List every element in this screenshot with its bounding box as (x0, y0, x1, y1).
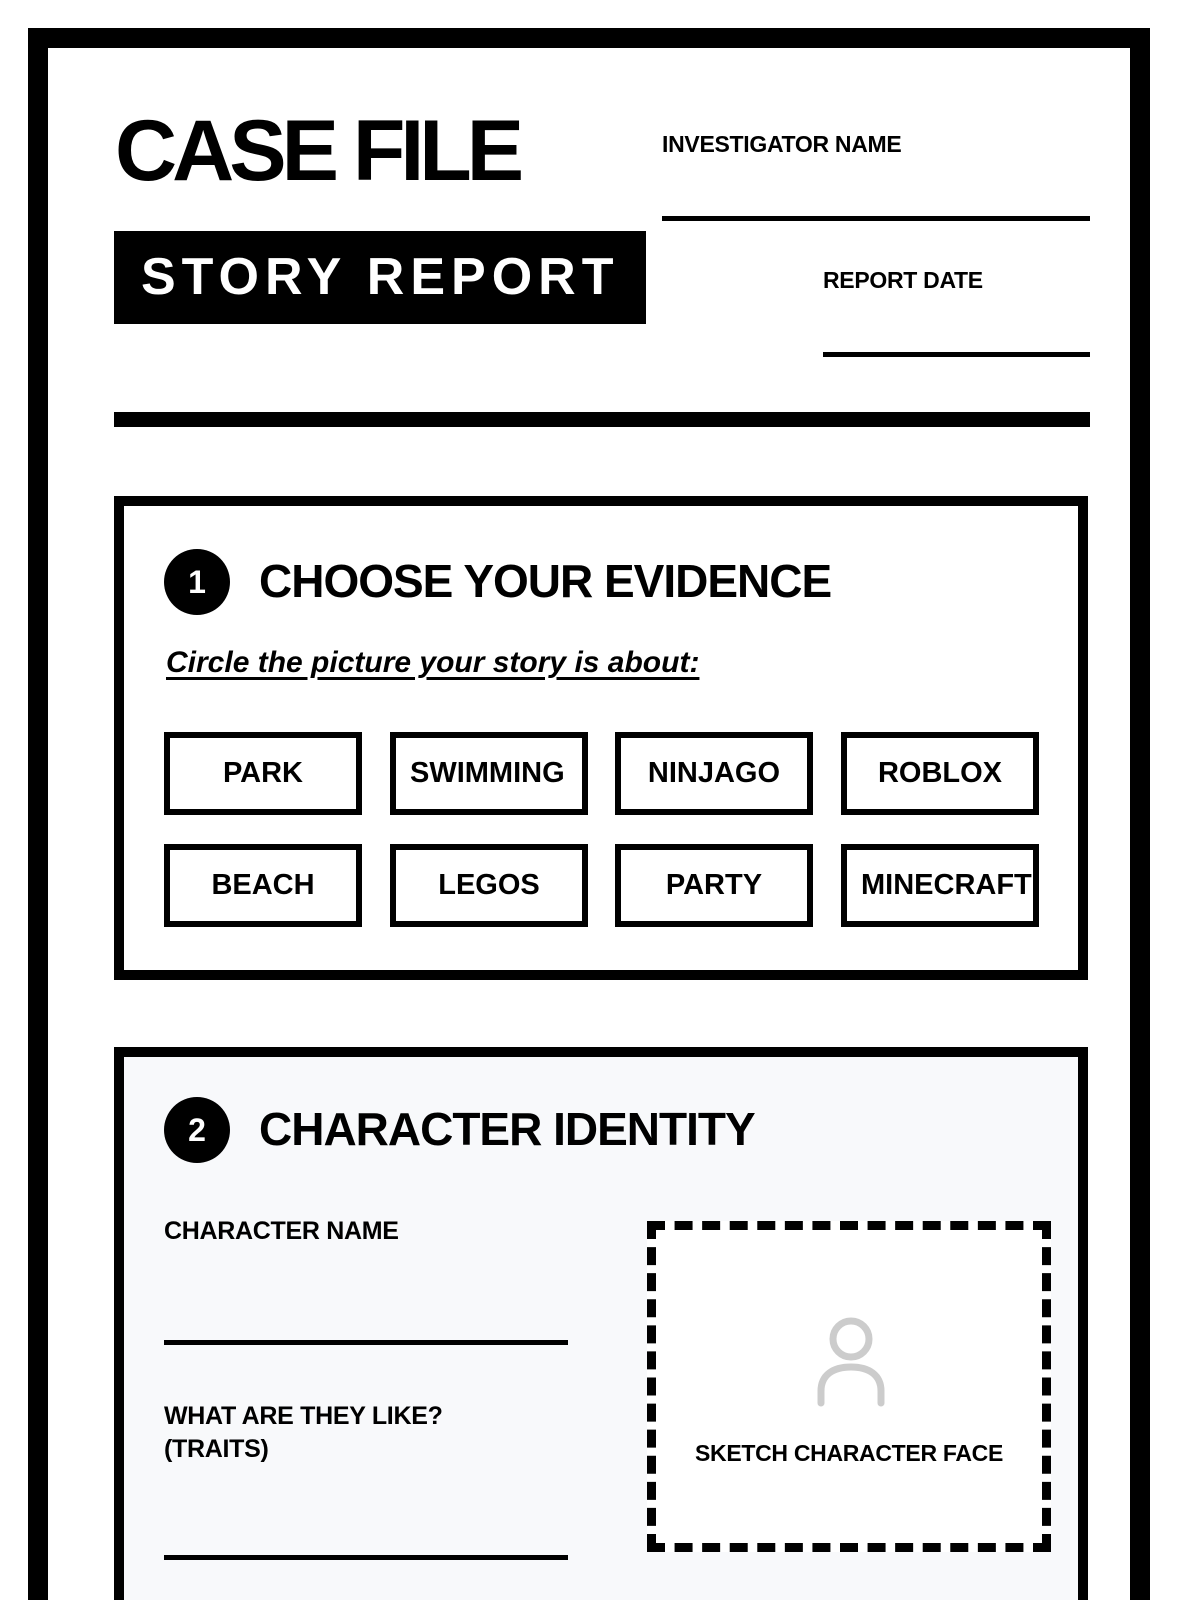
section-choose-evidence (114, 496, 1088, 980)
sketch-character-face-label: SKETCH CHARACTER FACE (694, 1440, 1004, 1466)
evidence-option-party[interactable]: PARTY (615, 844, 813, 927)
sketch-character-face-box[interactable] (647, 1221, 1051, 1552)
section-title: CHOOSE YOUR EVIDENCE (259, 555, 832, 607)
story-report-banner: STORY REPORT (114, 231, 646, 324)
character-name-field[interactable] (164, 1340, 568, 1345)
evidence-option-legos[interactable]: LEGOS (390, 844, 588, 927)
traits-field[interactable] (164, 1555, 568, 1560)
report-date-label: REPORT DATE (823, 267, 983, 293)
evidence-instruction: Circle the picture your story is about: (166, 646, 700, 679)
section-number-badge: 2 (164, 1097, 230, 1163)
traits-label-line1: WHAT ARE THEY LIKE? (164, 1402, 443, 1430)
evidence-option-ninjago[interactable]: NINJAGO (615, 732, 813, 815)
case-file-title: CASE FILE (115, 103, 520, 199)
character-name-label: CHARACTER NAME (164, 1217, 399, 1245)
header-divider (114, 412, 1090, 427)
traits-label-line2: (TRAITS) (164, 1435, 269, 1463)
report-date-field[interactable] (823, 352, 1090, 357)
evidence-option-park[interactable]: PARK (164, 732, 362, 815)
person-outline-icon (815, 1315, 887, 1407)
investigator-name-field[interactable] (662, 216, 1090, 221)
evidence-option-swimming[interactable]: SWIMMING (390, 732, 588, 815)
traits-label (164, 1400, 443, 1466)
section-character-identity (114, 1047, 1088, 1600)
evidence-option-minecraft[interactable]: MINECRAFT (841, 844, 1039, 927)
evidence-option-beach[interactable]: BEACH (164, 844, 362, 927)
evidence-option-roblox[interactable]: ROBLOX (841, 732, 1039, 815)
section-number-badge: 1 (164, 549, 230, 615)
section-title: CHARACTER IDENTITY (259, 1103, 755, 1155)
investigator-name-label: INVESTIGATOR NAME (662, 131, 902, 157)
